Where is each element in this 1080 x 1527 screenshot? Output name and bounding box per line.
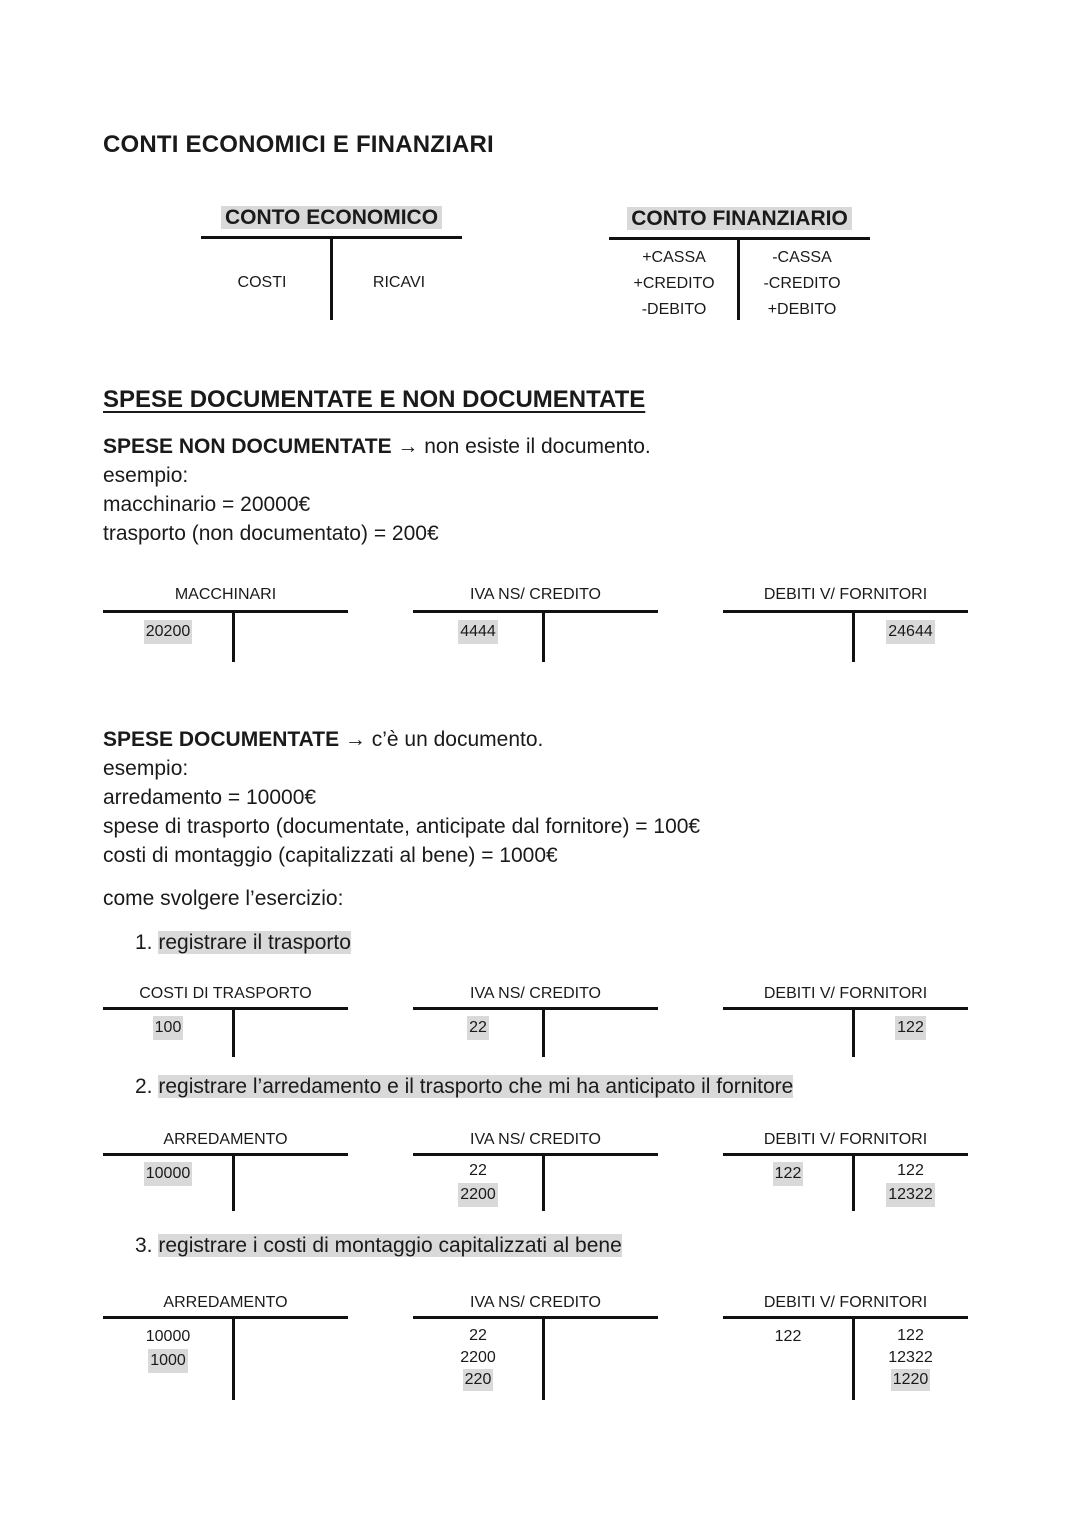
step-text: registrare l’arredamento e il trasporto che mi ha anticipato il fornitore	[158, 1075, 794, 1098]
t-account-debiti	[723, 983, 968, 1059]
t-account-dare-value: 22	[469, 1327, 487, 1344]
doc-line: arredamento = 10000€	[103, 786, 317, 809]
non-doc-line: macchinario = 20000€	[103, 493, 311, 516]
t-account-title: MACCHINARI	[174, 586, 277, 603]
step-3	[135, 1231, 622, 1260]
doc-line: esempio:	[103, 757, 189, 780]
t-account-avere-value: 122	[897, 1162, 924, 1179]
t-account-title: CONTO FINANZIARIO	[627, 207, 852, 230]
t-account-iva	[413, 584, 658, 664]
doc-line: come svolgere l’esercizio:	[103, 887, 344, 910]
t-account-title: IVA NS/ CREDITO	[470, 1294, 601, 1311]
t-account-arredamento	[103, 1129, 348, 1211]
t-account-left-item: +CASSA	[642, 249, 706, 266]
page-title: CONTI ECONOMICI E FINANZIARI	[103, 131, 494, 158]
t-account-dare-value: 10000	[144, 1162, 193, 1186]
t-account-macchinari	[103, 584, 348, 664]
t-account-right-item: +DEBITO	[767, 301, 837, 318]
t-account-avere-value: 122	[895, 1016, 926, 1040]
t-account-debiti	[723, 1292, 968, 1402]
t-account-avere-value: 1220	[891, 1369, 931, 1391]
doc-line: spese di trasporto (documentate, anticipate dal fornitore) = 100€	[103, 815, 701, 838]
t-account-dare-value: 10000	[145, 1328, 191, 1345]
t-account-left-item: +CREDITO	[633, 275, 715, 292]
non-doc-label: SPESE NON DOCUMENTATE	[103, 435, 392, 458]
t-account-left-item: -DEBITO	[641, 301, 707, 318]
step-number: 3.	[135, 1234, 153, 1257]
t-account-avere-value: 24644	[886, 620, 935, 644]
t-account-avere-value: 12322	[886, 1183, 935, 1207]
doc-paragraph	[103, 725, 700, 913]
t-account-dare-value: 22	[469, 1162, 487, 1179]
arrow-icon: →	[397, 435, 419, 458]
doc-line: costi di montaggio (capitalizzati al bene) = 1000€	[103, 844, 558, 867]
arrow-icon: →	[344, 728, 366, 751]
t-account-right-item: -CASSA	[772, 249, 832, 266]
step-1	[135, 928, 351, 957]
t-account-dare-value: 220	[463, 1369, 494, 1391]
t-account-dare-value: 122	[773, 1162, 804, 1186]
t-account-title: DEBITI V/ FORNITORI	[763, 1131, 928, 1148]
t-account-conto-economico	[201, 207, 462, 322]
non-doc-line: esempio:	[103, 464, 189, 487]
t-account-title: DEBITI V/ FORNITORI	[763, 586, 928, 603]
doc-text: c’è un documento.	[365, 728, 544, 751]
t-account-title: ARREDAMENTO	[163, 1131, 288, 1148]
t-account-iva	[413, 1129, 658, 1211]
t-account-dare-value: 2200	[460, 1349, 496, 1366]
t-account-dare-value: 22	[467, 1016, 489, 1040]
t-account-iva	[413, 983, 658, 1059]
t-account-dare-value: 100	[153, 1016, 184, 1040]
t-account-iva	[413, 1292, 658, 1402]
t-account-title: DEBITI V/ FORNITORI	[763, 1294, 928, 1311]
step-number: 1.	[135, 931, 153, 954]
t-account-title: DEBITI V/ FORNITORI	[763, 985, 928, 1002]
t-account-title: IVA NS/ CREDITO	[470, 985, 601, 1002]
t-account-title: IVA NS/ CREDITO	[470, 1131, 601, 1148]
t-account-title: COSTI DI TRASPORTO	[139, 985, 312, 1002]
t-account-right-label: RICAVI	[372, 274, 426, 291]
step-text: registrare il trasporto	[158, 931, 351, 954]
t-account-dare-value: 4444	[458, 620, 498, 644]
step-number: 2.	[135, 1075, 153, 1098]
t-account-dare-value: 122	[774, 1328, 802, 1345]
step-2	[135, 1072, 793, 1101]
t-account-left-label: COSTI	[237, 274, 287, 291]
doc-label: SPESE DOCUMENTATE	[103, 728, 340, 751]
t-account-debiti	[723, 584, 968, 664]
t-account-conto-finanziario	[609, 208, 870, 322]
t-account-costi-trasporto	[103, 983, 348, 1059]
t-account-right-item: -CREDITO	[763, 275, 841, 292]
t-account-title: CONTO ECONOMICO	[221, 206, 442, 229]
section-title: SPESE DOCUMENTATE E NON DOCUMENTATE	[103, 386, 646, 413]
t-account-avere-value: 122	[897, 1327, 924, 1344]
t-account-avere-value: 12322	[888, 1349, 933, 1366]
t-account-dare-value: 1000	[148, 1349, 188, 1373]
t-account-arredamento	[103, 1292, 348, 1402]
non-doc-text: non esiste il documento.	[418, 435, 651, 458]
t-account-title: ARREDAMENTO	[163, 1294, 288, 1311]
t-account-title: IVA NS/ CREDITO	[470, 586, 601, 603]
non-doc-paragraph	[103, 432, 651, 548]
t-account-debiti	[723, 1129, 968, 1211]
step-text: registrare i costi di montaggio capitalizzati al bene	[158, 1234, 622, 1257]
t-account-dare-value: 2200	[458, 1183, 498, 1207]
t-account-dare-value: 20200	[144, 620, 193, 644]
non-doc-line: trasporto (non documentato) = 200€	[103, 522, 439, 545]
